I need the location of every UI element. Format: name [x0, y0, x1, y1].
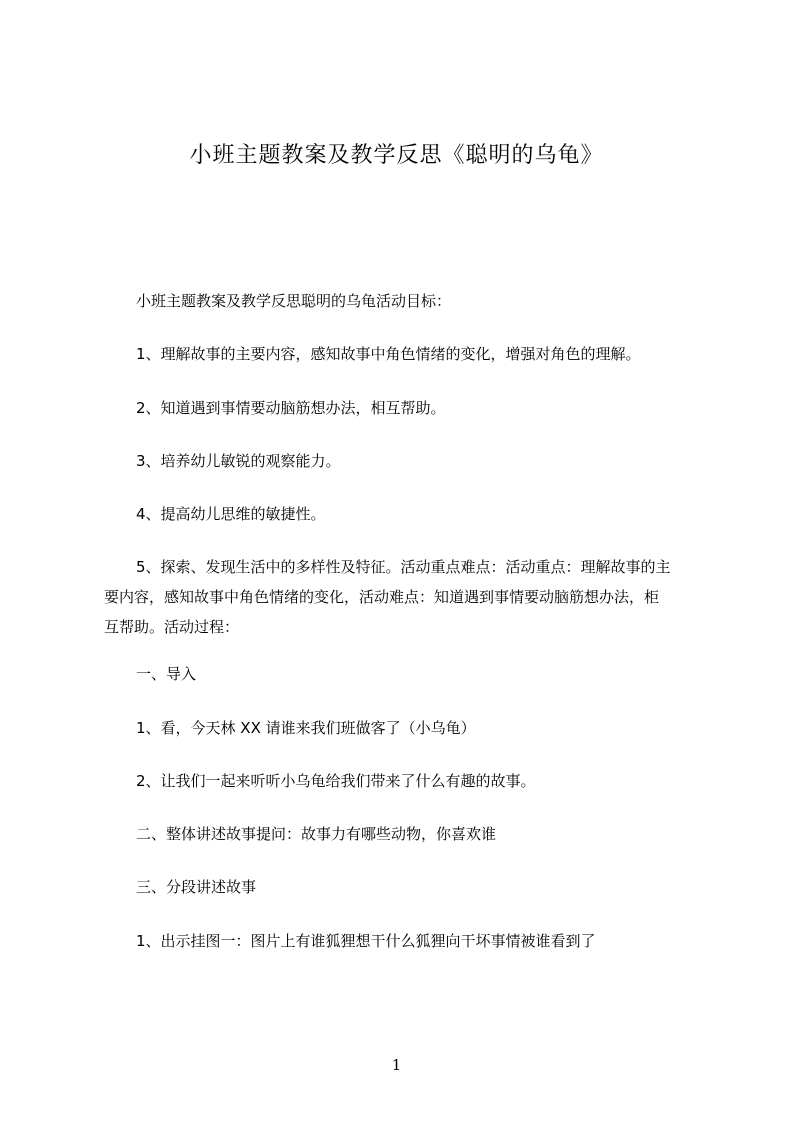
step-1-paragraph: 1、看，今天林 XX 请谁来我们班做客了（小乌龟）: [136, 719, 476, 737]
step-2-paragraph: 2、让我们一起来听听小乌龟给我们带来了什么有趣的故事。: [136, 772, 536, 790]
goal-1-paragraph: 1、理解故事的主要内容，感知故事中角色情绪的变化，增强对角色的理解。: [136, 345, 641, 363]
goal-5-line: 要内容，感知故事中角色情绪的变化，活动难点：知道遇到事情要动脑筋想办法，柜: [104, 588, 660, 606]
section-2-heading: 二、整体讲述故事提问：故事力有哪些动物，你喜欢谁: [136, 825, 497, 843]
goal-4-paragraph: 4、提高幼儿思维的敏捷性。: [136, 505, 326, 523]
goal-5-line: 互帮助。活动过程：: [104, 618, 240, 636]
goal-3-paragraph: 3、培养幼儿敏锐的观察能力。: [136, 452, 341, 470]
step-3-paragraph: 1、出示挂图一：图片上有谁狐狸想干什么狐狸向干坏事情被谁看到了: [136, 932, 596, 950]
intro-paragraph: 小班主题教案及教学反思聪明的乌龟活动目标：: [136, 292, 452, 310]
goal-2-paragraph: 2、知道遇到事情要动脑筋想办法，相互帮助。: [136, 399, 446, 417]
page-number: 1: [391, 1056, 402, 1074]
section-3-heading: 三、分段讲述故事: [136, 878, 257, 896]
goal-5-paragraph: [104, 552, 704, 642]
document-title: 小班主题教案及教学反思《聪明的乌龟》: [189, 143, 604, 168]
section-1-heading: 一、导入: [136, 665, 197, 683]
goal-5-line: 5、探索、发现生活中的多样性及特征。活动重点难点：活动重点：理解故事的主: [136, 558, 671, 576]
